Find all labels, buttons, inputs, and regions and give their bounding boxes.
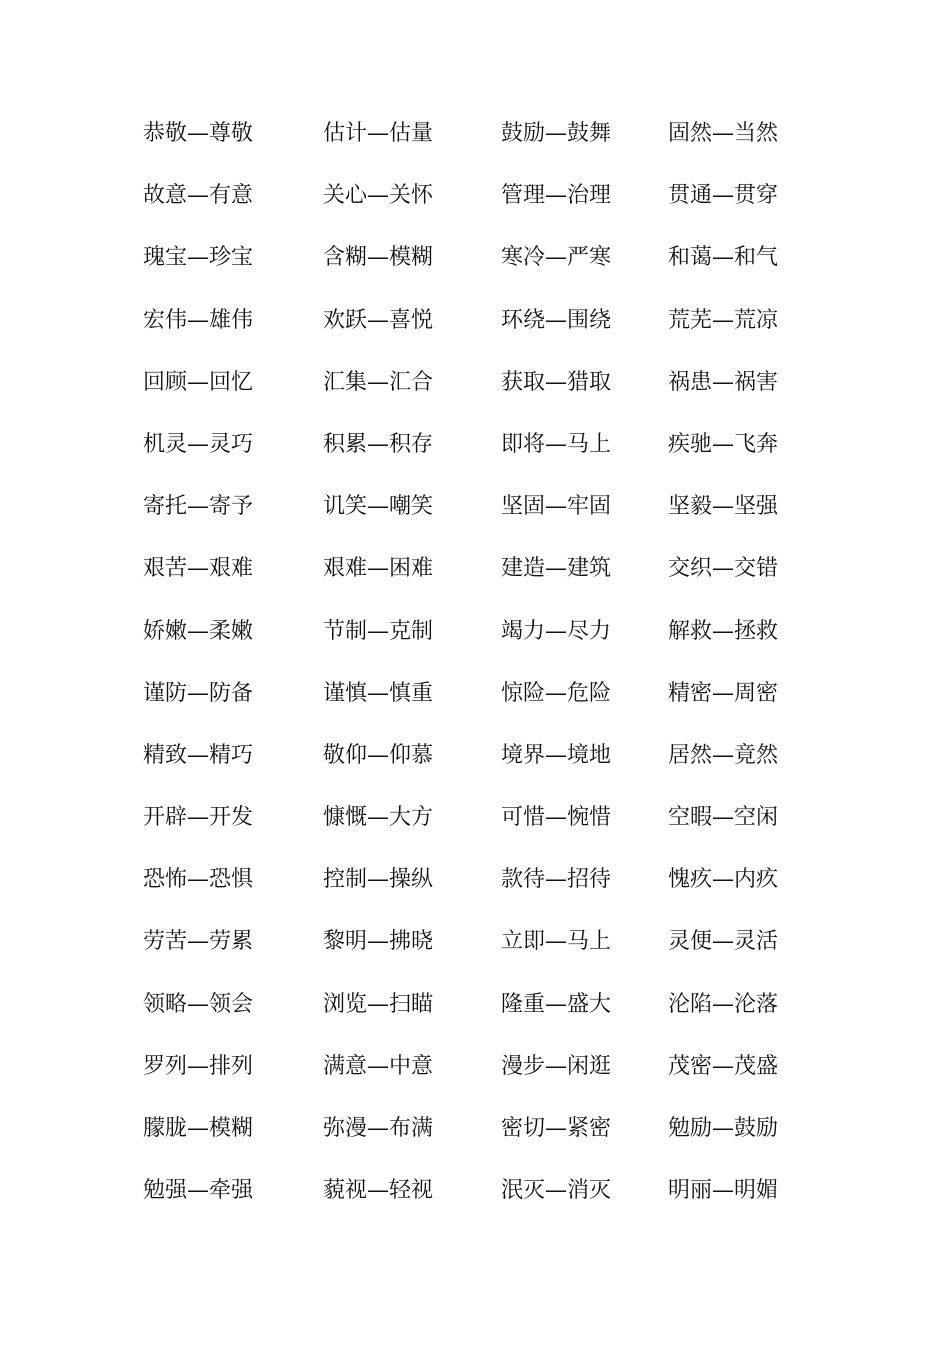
word-pair: 款待—招待 <box>501 867 612 893</box>
word-pair: 祸患—祸害 <box>668 369 779 395</box>
table-row <box>143 423 863 485</box>
table-row <box>143 236 863 298</box>
word-pair: 勉强—牵强 <box>143 1178 254 1204</box>
synonym-table <box>143 112 863 1231</box>
word-pair: 恭敬—尊敬 <box>143 121 254 146</box>
table-row <box>143 920 863 982</box>
word-pair: 即将—马上 <box>501 431 612 457</box>
word-pair: 获取—猎取 <box>501 369 612 395</box>
word-pair: 茂密—茂盛 <box>668 1053 779 1079</box>
word-pair: 坚毅—坚强 <box>668 494 779 520</box>
word-pair: 劳苦—劳累 <box>143 929 254 955</box>
word-pair: 谨慎—慎重 <box>323 680 434 706</box>
word-pair: 朦胧—模糊 <box>143 1116 254 1141</box>
word-pair: 隆重—盛大 <box>501 991 612 1017</box>
word-pair: 藐视—轻视 <box>323 1178 434 1204</box>
word-pair: 黎明—拂晓 <box>323 929 434 955</box>
word-pair: 建造—建筑 <box>501 556 612 582</box>
word-pair: 开辟—开发 <box>143 805 254 831</box>
word-pair: 泯灭—消灭 <box>501 1178 612 1204</box>
word-pair: 满意—中意 <box>323 1053 434 1079</box>
table-row <box>143 1169 863 1231</box>
word-pair: 汇集—汇合 <box>323 369 434 395</box>
table-row <box>143 485 863 547</box>
word-pair: 瑰宝—珍宝 <box>143 245 254 271</box>
word-pair: 故意—有意 <box>143 183 254 209</box>
table-row <box>143 1045 863 1107</box>
word-pair: 贯通—贯穿 <box>668 183 779 209</box>
word-pair: 勉励—鼓励 <box>668 1116 779 1141</box>
word-pair: 明丽—明媚 <box>668 1178 779 1204</box>
word-pair: 节制—克制 <box>323 618 434 644</box>
table-row <box>143 983 863 1045</box>
word-pair: 精密—周密 <box>668 680 779 706</box>
word-pair: 罗列—排列 <box>143 1053 254 1079</box>
table-row <box>143 1107 863 1169</box>
word-pair: 漫步—闲逛 <box>501 1053 612 1079</box>
word-pair: 和蔼—和气 <box>668 245 779 271</box>
table-row <box>143 299 863 361</box>
word-pair: 欢跃—喜悦 <box>323 307 434 333</box>
word-pair: 含糊—模糊 <box>323 245 434 271</box>
word-pair: 密切—紧密 <box>501 1116 612 1141</box>
table-row <box>143 672 863 734</box>
word-pair: 固然—当然 <box>668 121 779 146</box>
word-pair: 谨防—防备 <box>143 680 254 706</box>
table-row <box>143 174 863 236</box>
word-pair: 寄托—寄予 <box>143 494 254 520</box>
word-pair: 境界—境地 <box>501 742 612 768</box>
word-pair: 荒芜—荒凉 <box>668 307 779 333</box>
word-pair: 沦陷—沦落 <box>668 991 779 1017</box>
word-pair: 惊险—危险 <box>501 680 612 706</box>
word-pair: 敬仰—仰慕 <box>323 742 434 768</box>
table-row <box>143 112 863 174</box>
word-pair: 管理—治理 <box>501 183 612 209</box>
word-pair: 浏览—扫瞄 <box>323 991 434 1017</box>
word-pair: 宏伟—雄伟 <box>143 307 254 333</box>
table-row <box>143 361 863 423</box>
word-pair: 艰苦—艰难 <box>143 556 254 582</box>
word-pair: 鼓励—鼓舞 <box>501 121 612 146</box>
table-row <box>143 796 863 858</box>
word-pair: 空暇—空闲 <box>668 805 779 831</box>
word-pair: 积累—积存 <box>323 431 434 457</box>
word-pair: 控制—操纵 <box>323 867 434 893</box>
word-pair: 解救—拯救 <box>668 618 779 644</box>
word-pair: 回顾—回忆 <box>143 369 254 395</box>
table-row <box>143 858 863 920</box>
word-pair: 疾驰—飞奔 <box>668 431 779 457</box>
word-pair: 艰难—困难 <box>323 556 434 582</box>
word-pair: 坚固—牢固 <box>501 494 612 520</box>
word-pair: 立即—马上 <box>501 929 612 955</box>
word-pair: 估计—估量 <box>323 121 434 146</box>
word-pair: 恐怖—恐惧 <box>143 867 254 893</box>
word-pair: 灵便—灵活 <box>668 929 779 955</box>
word-pair: 机灵—灵巧 <box>143 431 254 457</box>
word-pair: 环绕—围绕 <box>501 307 612 333</box>
word-pair: 寒冷—严寒 <box>501 245 612 271</box>
word-pair: 讥笑—嘲笑 <box>323 494 434 520</box>
word-pair: 弥漫—布满 <box>323 1116 434 1141</box>
word-pair: 愧疚—内疚 <box>668 867 779 893</box>
word-pair: 竭力—尽力 <box>501 618 612 644</box>
word-pair: 交织—交错 <box>668 556 779 582</box>
word-pair: 慷慨—大方 <box>323 805 434 831</box>
table-row <box>143 610 863 672</box>
word-pair: 居然—竟然 <box>668 742 779 768</box>
table-row <box>143 547 863 609</box>
table-row <box>143 734 863 796</box>
word-pair: 领略—领会 <box>143 991 254 1017</box>
word-pair: 精致—精巧 <box>143 742 254 768</box>
word-pair: 关心—关怀 <box>323 183 434 209</box>
word-pair: 可惜—惋惜 <box>501 805 612 831</box>
word-pair: 娇嫩—柔嫩 <box>143 618 254 644</box>
